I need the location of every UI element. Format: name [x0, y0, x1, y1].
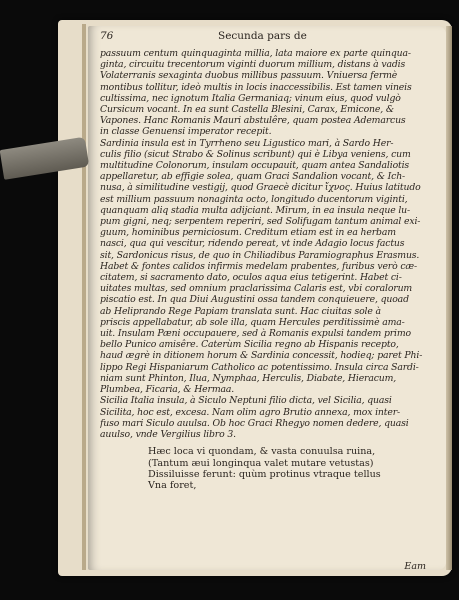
text-line: haud ægrè in ditionem horum & Sardinia concessit, hodieq; paret Phi- [100, 350, 423, 362]
text-line: in classe Genuensi imperator recepit. [100, 126, 272, 138]
text-line: culis filio (sicut Strabo & Solinus scribunt) qui è Libya veniens, cum [100, 148, 411, 160]
text-line: fuso mari Siculo auulsa. Ob hoc Graci Rhegyo nomen dedere, quasi [100, 417, 409, 429]
verse-line: Vna foret, [148, 480, 197, 492]
verse-line: (Tantum æui longinqua valet mutare vetustas) [148, 457, 374, 469]
text-line: sit, Sardonicus risus, de quo in Chiliadibus Paramiographus Erasmus. [100, 249, 420, 261]
page-stack-edge [82, 24, 86, 570]
text-line: Cursicum vocant. In ea sunt Castella Blesini, Carax, Emicone, & [100, 104, 394, 116]
text-line: auulso, vnde Vergilius libro 3. [100, 428, 236, 440]
text-line: ginta, circuitu trecentorum viginti duorum millium, distans à vadis [100, 59, 406, 71]
text-line: Vapones. Hanc Romanis Mauri abstulêre, quam postea Ademarcus [100, 115, 406, 127]
text-line: est millium passuum nonaginta octo, longitudo ducentorum viginti, [100, 193, 408, 205]
text-line: niam sunt Phinton, Ilua, Nymphaa, Herculis, Diabate, Hieracum, [100, 372, 397, 384]
text-line: priscis appellabatur, ab sole illa, quam Hercules perditissimè ama- [100, 316, 405, 328]
text-line: multitudine Colonorum, insulam occupauit, quam antea Sandaliotis [100, 160, 410, 172]
running-head: Secunda pars de [218, 30, 307, 42]
verse-line: Dissiluisse ferunt: quùm protinus vtraque tellus [148, 468, 381, 480]
text-line: montibus tollitur, ideò multis in locis inaccessibilis. Est tamen vineis [100, 81, 412, 93]
text-line: piscatio est. In qua Diui Augustini ossa tandem conquieuere, quoad [100, 294, 409, 306]
verse-line: Hæc loca vi quondam, & vasta conuulsa ruina, [148, 446, 376, 458]
text-line: pum gigni, neq; serpentem reperiri, sed Solifugam tantum animal exi- [100, 216, 421, 228]
text-line: Habet & fontes calidos infirmis medelam prabentes, furibus verò cæ- [100, 260, 417, 272]
text-line: Plumbea, Ficaria, & Hermaa. [100, 384, 235, 396]
text-line: citatem, si sacramento dato, oculos aqua eius tetigerint. Habet ci- [100, 272, 402, 284]
text-line: lippo Regi Hispaniarum Catholico ac potentissimo. Insula circa Sardi- [100, 361, 419, 373]
page-content [100, 30, 430, 572]
text-line: Sardinia insula est in Tyrrheno seu Ligustico mari, à Sardo Her- [100, 137, 394, 149]
body-text [100, 48, 430, 440]
verse-quote [100, 446, 430, 492]
text-line: Sicilita, hoc est, excesa. Nam olim agro Brutio annexa, mox inter- [100, 406, 400, 418]
text-line: passuum centum quinquaginta millia, lata maiore ex parte quinqua- [100, 48, 411, 59]
page-header [100, 30, 430, 46]
text-line: uit. Insulam Pæni occupauere, sed à Romanis expulsi tandem primo [100, 328, 411, 340]
text-line: quanquam aliq stadia multa adijciant. Mirum, in ea insula neque lu- [100, 204, 411, 216]
text-line: uitates multas, sed omnium praclarissima Calaris est, vbi coralorum [100, 283, 413, 295]
text-line: Sicilia Italia insula, à Siculo Neptuni filio dicta, vel Sicilia, quasi [100, 395, 392, 407]
text-line: cultissima, nec ignotum Italia Germaniaq; vinum eius, quod vulgò [100, 92, 401, 104]
text-line: ab Heliprando Rege Papiam translata sunt. Hac ciuitas sole à [100, 305, 381, 317]
page-number: 76 [100, 30, 114, 42]
text-line: appellaretur, ab effigie solea, quam Graci Sandalion vocant, & Ich- [100, 171, 406, 183]
text-line: Volaterranis sexaginta duobus millibus passuum. Vniuersa fermè [100, 70, 398, 82]
text-line: guum, hominibus perniciosum. Creditum etiam est in ea herbam [100, 227, 396, 239]
text-line: nusa, à similitudine vestigij, quod Graecè dicitur ἴχνος. Huius latitudo [100, 182, 421, 194]
text-line: bello Punico amisêre. Caterùm Sicilia regno ab Hispanis recepto, [100, 339, 399, 351]
fore-edge [446, 26, 452, 570]
text-line: nasci, qua qui vescitur, ridendo pereat, vt inde Adagio locus factus [100, 238, 405, 250]
catchword: Eam [404, 561, 426, 572]
